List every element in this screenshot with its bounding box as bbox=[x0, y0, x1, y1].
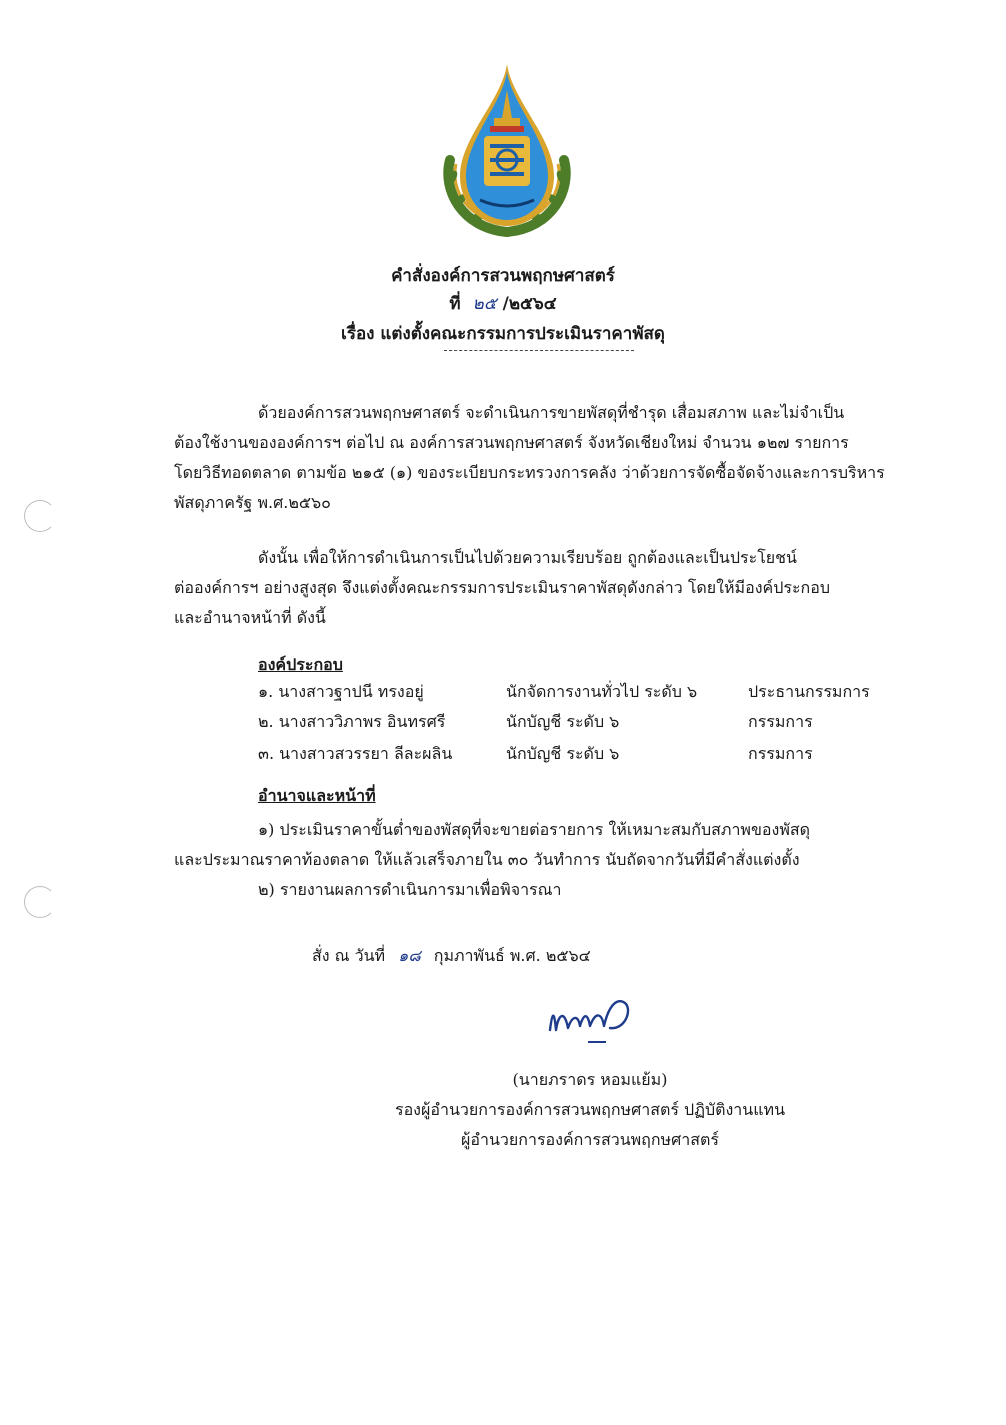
paragraph-2 bbox=[174, 543, 936, 633]
order-number-prefix: ที่ bbox=[449, 294, 461, 314]
member-position: นักจัดการงานทั่วไป ระดับ ๖ bbox=[506, 682, 698, 701]
paragraph-1-line: พัสดุภาครัฐ พ.ศ.๒๕๖๐ bbox=[174, 493, 331, 512]
member-name: ๒. นางสาววิภาพร อินทรศรี bbox=[258, 712, 446, 731]
member-role: กรรมการ bbox=[748, 712, 813, 731]
order-subject: เรื่อง แต่งตั้งคณะกรรมการประเมินราคาพัสดุ bbox=[341, 324, 665, 344]
order-title: คำสั่งองค์การสวนพฤกษศาสตร์ bbox=[391, 266, 615, 286]
signer-title-2: ผู้อำนวยการองค์การสวนพฤกษศาสตร์ bbox=[461, 1130, 719, 1149]
paragraph-1-line: ต้องใช้งานขององค์การฯ ต่อไป ณ องค์การสวนพฤกษศาสตร์ จังหวัดเชียงใหม่ จำนวน ๑๒๗ รายการ bbox=[174, 433, 849, 452]
member-position: นักบัญชี ระดับ ๖ bbox=[506, 744, 620, 763]
order-date-suffix: กุมภาพันธ์ พ.ศ. ๒๕๖๔ bbox=[433, 946, 591, 965]
organization-seal-icon bbox=[432, 60, 582, 238]
paragraph-2-line: และอำนาจหน้าที่ ดังนี้ bbox=[174, 608, 326, 627]
order-date bbox=[312, 944, 591, 969]
order-date-day-handwritten: ๑๘ bbox=[398, 946, 421, 965]
order-number-handwritten: ๒๕ bbox=[472, 294, 497, 314]
member-role: ประธานกรรมการ bbox=[748, 682, 870, 701]
handwritten-signature-icon bbox=[540, 990, 640, 1050]
paragraph-2-line: ต่อองค์การฯ อย่างสูงสุด จึงแต่งตั้งคณะกรรมการประเมินราคาพัสดุดังกล่าว โดยให้มีองค์ประกอบ bbox=[174, 578, 830, 597]
order-date-prefix: สั่ง ณ วันที่ bbox=[312, 946, 386, 965]
member-name: ๑. นางสาวฐาปนี ทรงอยู่ bbox=[258, 682, 424, 701]
member-row bbox=[258, 710, 938, 740]
paragraph-2-line: ดังนั้น เพื่อให้การดำเนินการเป็นไปด้วยความเรียบร้อย ถูกต้องและเป็นประโยชน์ bbox=[258, 548, 797, 567]
order-number bbox=[0, 290, 1006, 317]
member-role: กรรมการ bbox=[748, 744, 813, 763]
member-position: นักบัญชี ระดับ ๖ bbox=[506, 712, 620, 731]
order-number-suffix: /๒๕๖๔ bbox=[502, 294, 557, 314]
paragraph-1-line: โดยวิธีทอดตลาด ตามข้อ ๒๑๕ (๑) ของระเบียบกระทรวงการคลัง ว่าด้วยการจัดซื้อจัดจ้างและการบริหาร bbox=[174, 463, 885, 482]
duty-item-1: ๑) ประเมินราคาขั้นต่ำของพัสดุที่จะขายต่อรายการ ให้เหมาะสมกับสภาพของพัสดุ bbox=[258, 820, 811, 839]
paragraph-1 bbox=[174, 398, 936, 518]
paragraph-1-line: ด้วยองค์การสวนพฤกษศาสตร์ จะดำเนินการขายพัสดุที่ชำรุด เสื่อมสภาพ และไม่จำเป็น bbox=[258, 403, 845, 422]
duty-item-2: ๒) รายงานผลการดำเนินการมาเพื่อพิจารณา bbox=[258, 880, 562, 899]
composition-heading: องค์ประกอบ bbox=[258, 655, 343, 674]
member-row bbox=[258, 680, 938, 710]
divider bbox=[444, 350, 634, 351]
signer-name: (นายภราดร หอมแย้ม) bbox=[512, 1070, 668, 1089]
punch-hole bbox=[24, 886, 56, 918]
signer-title: รองผู้อำนวยการองค์การสวนพฤกษศาสตร์ ปฏิบัติงานแทน bbox=[394, 1100, 786, 1119]
punch-hole bbox=[24, 500, 56, 532]
duties-heading: อำนาจและหน้าที่ bbox=[258, 786, 376, 805]
duty-item-1-continued: และประมาณราคาท้องตลาด ให้แล้วเสร็จภายใน ๓๐ วันทำการ นับถัดจากวันที่มีคำสั่งแต่งตั้ง bbox=[174, 850, 800, 869]
member-row bbox=[258, 742, 938, 772]
member-name: ๓. นางสาวสวรรยา ลีละผลิน bbox=[258, 744, 453, 763]
